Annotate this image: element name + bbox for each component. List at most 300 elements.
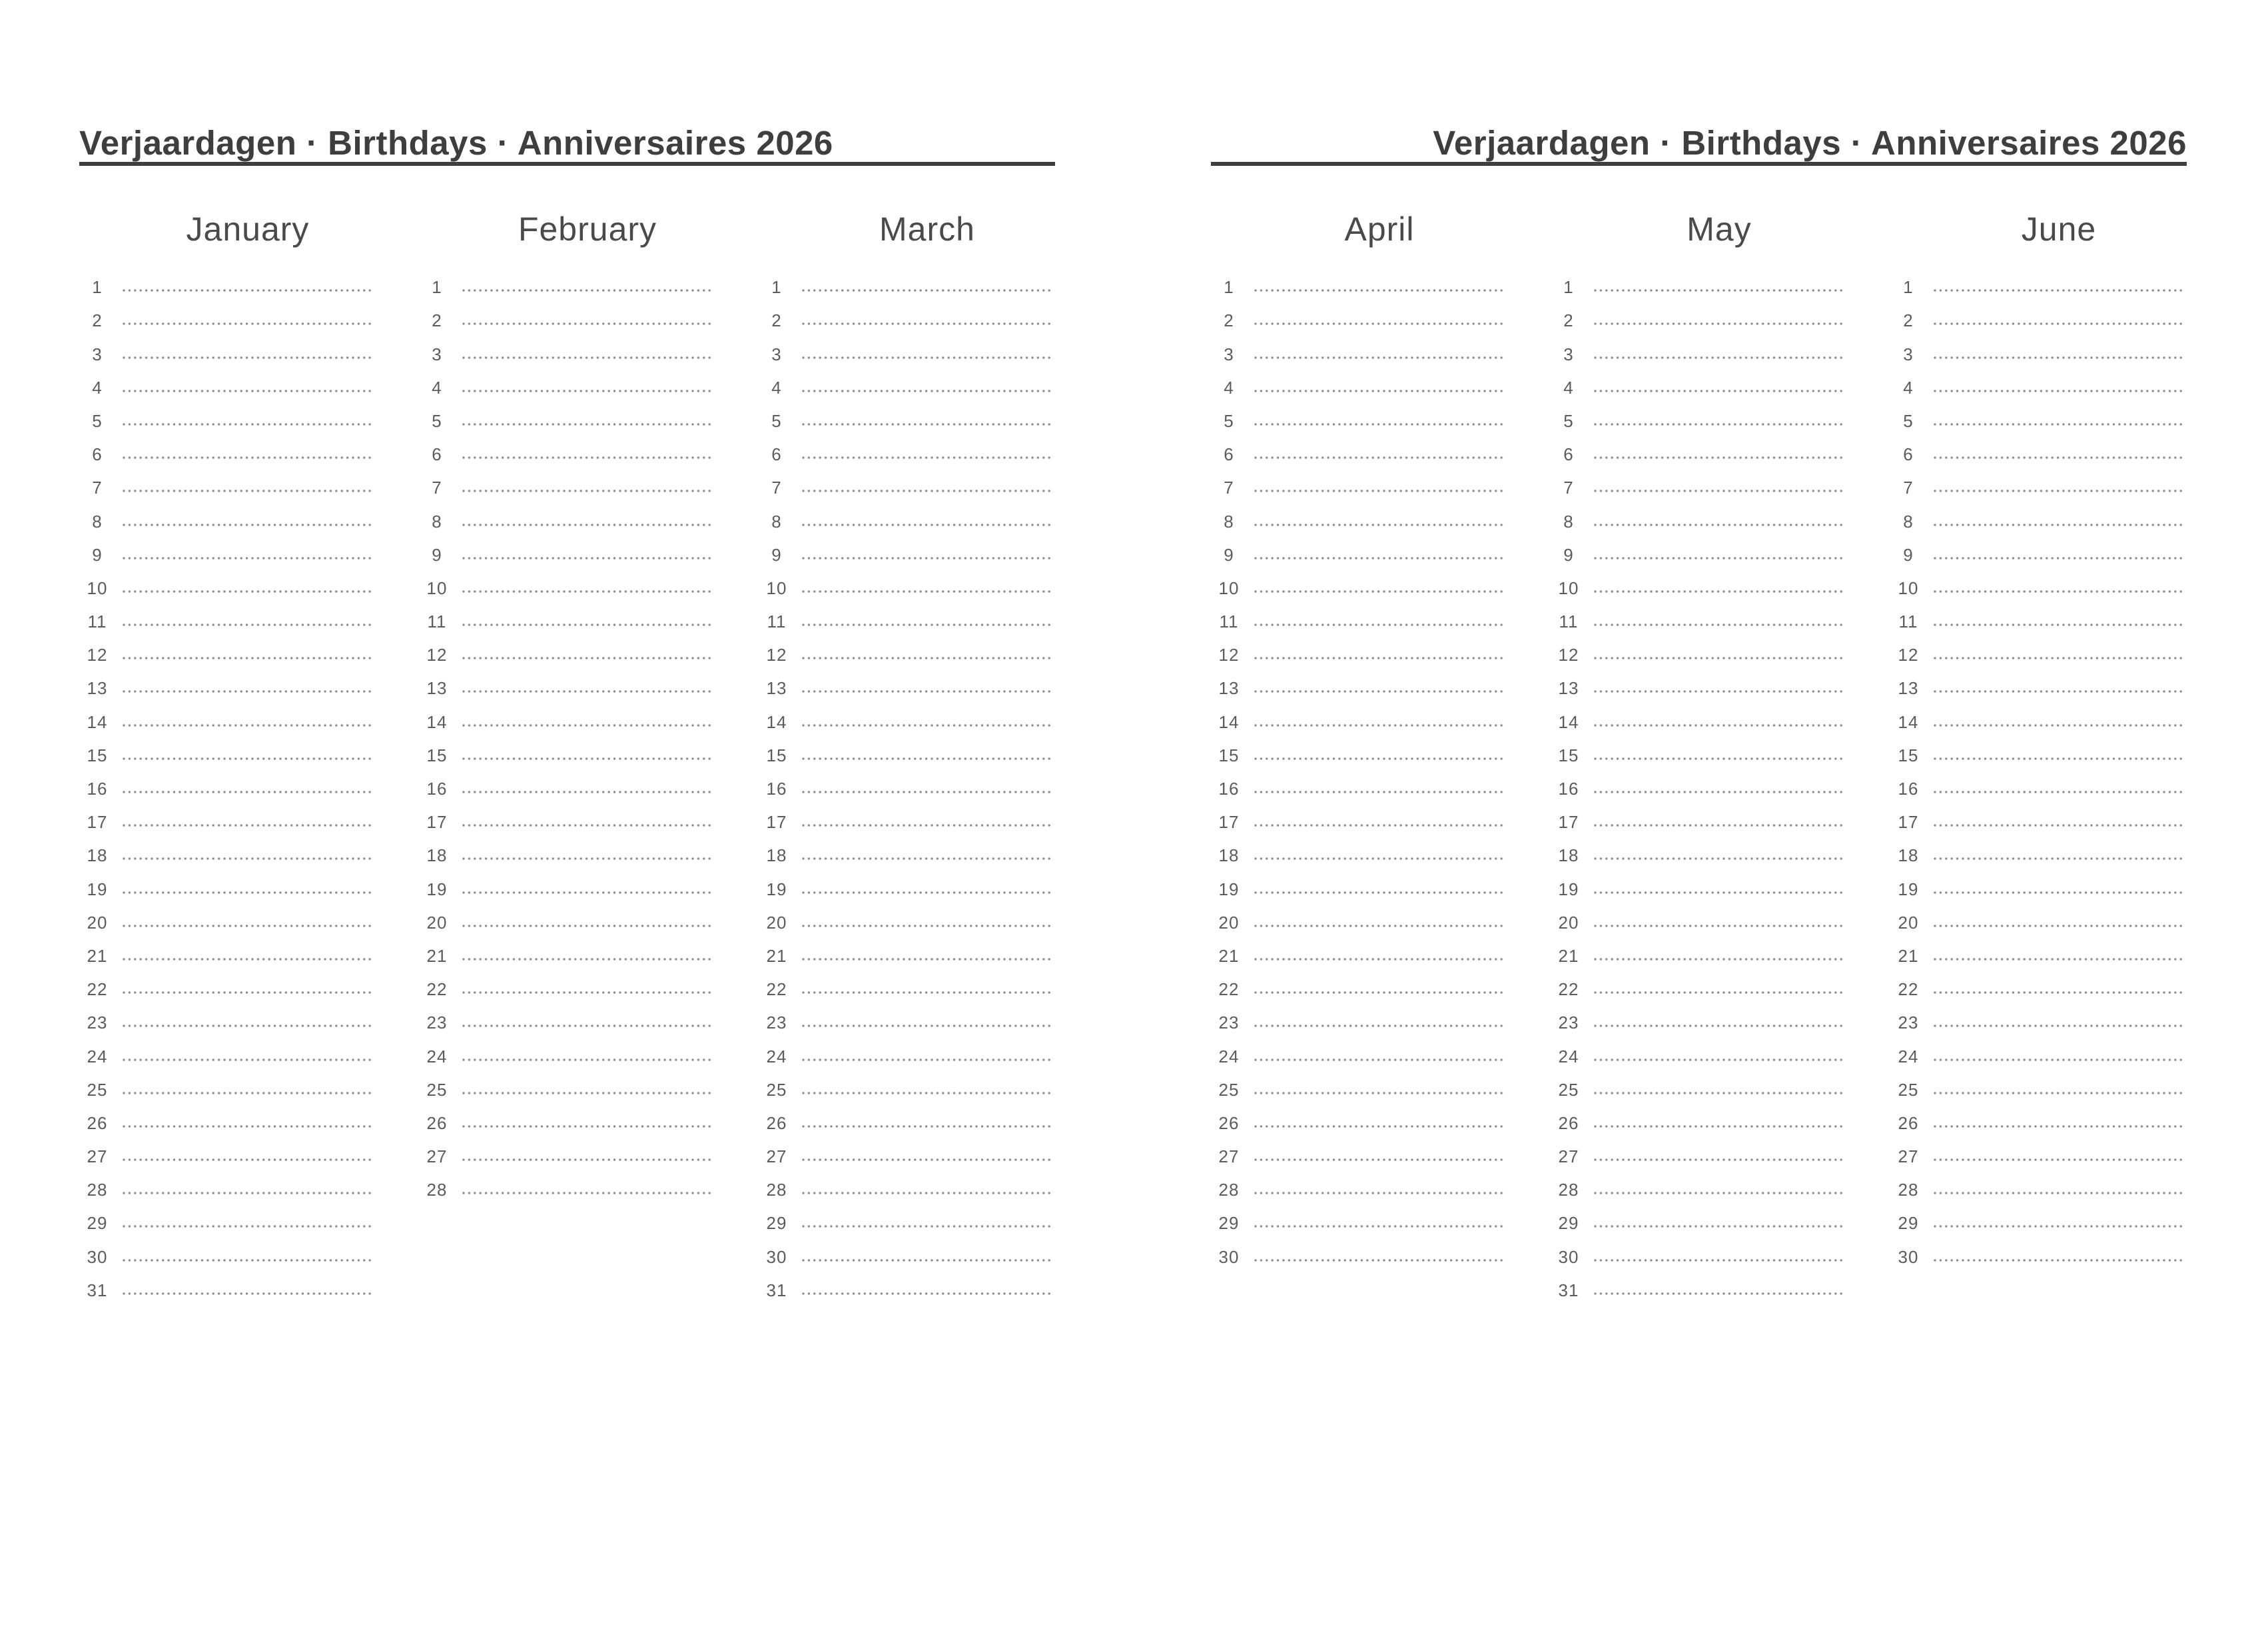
month-column — [1550, 210, 1844, 1300]
day-number: 14 — [1898, 711, 1919, 732]
day-row — [79, 634, 373, 667]
day-row — [758, 969, 1052, 1002]
day-row — [1550, 500, 1844, 534]
dotted-line — [1934, 1158, 2184, 1161]
dotted-line — [1934, 690, 2184, 693]
dotted-line — [1254, 724, 1505, 727]
day-number: 1 — [432, 277, 442, 298]
dotted-line — [1594, 1192, 1844, 1194]
day-row — [418, 701, 713, 734]
day-number: 13 — [766, 678, 787, 699]
day-row — [758, 835, 1052, 868]
dotted-line — [462, 322, 713, 325]
day-row — [1210, 266, 1505, 300]
day-row — [79, 601, 373, 634]
dotted-line — [802, 390, 1052, 392]
day-number: 24 — [766, 1046, 787, 1066]
day-row — [1210, 1035, 1505, 1068]
day-number: 23 — [1558, 1013, 1579, 1033]
day-row — [758, 868, 1052, 901]
dotted-line — [462, 791, 713, 793]
dotted-line — [1254, 456, 1505, 459]
day-row — [1890, 300, 2184, 333]
day-number: 16 — [1218, 779, 1240, 799]
day-number: 5 — [1563, 410, 1574, 431]
dotted-line — [1934, 623, 2184, 626]
day-number: 10 — [1898, 578, 1919, 598]
day-row — [1210, 367, 1505, 400]
day-number: 29 — [1218, 1213, 1240, 1234]
day-row — [758, 1236, 1052, 1269]
day-number: 8 — [1224, 511, 1234, 532]
day-row — [1210, 935, 1505, 969]
day-number: 19 — [766, 879, 787, 899]
dotted-line — [462, 1192, 713, 1194]
day-number: 9 — [1563, 544, 1574, 565]
day-number: 17 — [1218, 812, 1240, 833]
day-row — [1890, 1236, 2184, 1269]
day-number: 26 — [766, 1112, 787, 1133]
day-row — [79, 1002, 373, 1035]
dotted-line — [1254, 791, 1505, 793]
day-number: 25 — [766, 1079, 787, 1100]
month-column — [1210, 210, 1505, 1267]
day-number: 9 — [432, 544, 442, 565]
month-column — [79, 210, 373, 1300]
day-row — [1890, 969, 2184, 1002]
dotted-line — [1254, 1158, 1505, 1161]
day-row — [79, 333, 373, 366]
day-list — [758, 266, 1052, 1303]
day-row — [79, 1069, 373, 1102]
day-number: 16 — [1898, 779, 1919, 799]
day-number: 30 — [1558, 1246, 1579, 1267]
dotted-line — [802, 657, 1052, 659]
dotted-line — [123, 590, 373, 593]
day-row — [1210, 467, 1505, 500]
day-number: 19 — [87, 879, 108, 899]
day-number: 25 — [1898, 1079, 1919, 1100]
dotted-line — [1254, 356, 1505, 359]
day-row — [758, 434, 1052, 467]
day-number: 7 — [432, 478, 442, 498]
day-row — [758, 333, 1052, 366]
dotted-line — [123, 623, 373, 626]
day-number: 27 — [1898, 1146, 1919, 1167]
day-number: 24 — [1898, 1046, 1919, 1066]
day-row — [1890, 333, 2184, 366]
day-row — [758, 1069, 1052, 1102]
day-number: 8 — [92, 511, 103, 532]
dotted-line — [1934, 891, 2184, 894]
dotted-line — [1594, 991, 1844, 994]
day-number: 5 — [92, 410, 103, 431]
dotted-line — [1934, 991, 2184, 994]
dotted-line — [1254, 657, 1505, 659]
dotted-line — [1594, 857, 1844, 860]
day-number: 1 — [771, 277, 782, 298]
day-number: 2 — [1903, 310, 1914, 331]
day-row — [1890, 768, 2184, 801]
day-row — [79, 868, 373, 901]
dotted-line — [123, 322, 373, 325]
day-row — [79, 1236, 373, 1269]
dotted-line — [462, 623, 713, 626]
day-row — [1550, 1236, 1844, 1269]
dotted-line — [1934, 322, 2184, 325]
day-row — [1550, 1102, 1844, 1136]
dotted-line — [123, 857, 373, 860]
dotted-line — [462, 991, 713, 994]
day-number: 10 — [766, 578, 787, 598]
day-row — [1210, 969, 1505, 1002]
day-row — [1210, 768, 1505, 801]
day-number: 2 — [1224, 310, 1234, 331]
day-row — [79, 801, 373, 835]
day-number: 17 — [426, 812, 448, 833]
day-row — [1210, 634, 1505, 667]
day-row — [418, 902, 713, 935]
day-number: 23 — [1218, 1013, 1240, 1033]
day-row — [79, 1136, 373, 1169]
day-row — [418, 1169, 713, 1202]
dotted-line — [123, 456, 373, 459]
day-row — [1890, 1202, 2184, 1236]
dotted-line — [1254, 557, 1505, 560]
dotted-line — [1594, 322, 1844, 325]
day-row — [79, 768, 373, 801]
day-row — [758, 1035, 1052, 1068]
day-row — [1890, 868, 2184, 901]
dotted-line — [1594, 791, 1844, 793]
dotted-line — [802, 623, 1052, 626]
dotted-line — [1254, 1125, 1505, 1128]
dotted-line — [1934, 1225, 2184, 1228]
day-row — [758, 1202, 1052, 1236]
day-number: 6 — [92, 444, 103, 465]
day-row — [1890, 500, 2184, 534]
day-number: 21 — [1558, 945, 1579, 966]
day-number: 3 — [771, 344, 782, 364]
day-row — [1210, 1136, 1505, 1169]
dotted-line — [1254, 757, 1505, 760]
dotted-line — [802, 891, 1052, 894]
day-number: 30 — [1898, 1246, 1919, 1267]
dotted-line — [1594, 557, 1844, 560]
dotted-line — [1934, 557, 2184, 560]
day-row — [758, 1136, 1052, 1169]
day-number: 15 — [1218, 745, 1240, 765]
day-number: 31 — [87, 1280, 108, 1300]
dotted-line — [462, 757, 713, 760]
day-number: 17 — [1558, 812, 1579, 833]
dotted-line — [462, 690, 713, 693]
day-row — [418, 400, 713, 434]
day-row — [1550, 1136, 1844, 1169]
day-number: 1 — [1563, 277, 1574, 298]
dotted-line — [462, 590, 713, 593]
day-number: 28 — [87, 1180, 108, 1200]
dotted-line — [1594, 1125, 1844, 1128]
day-row — [1210, 1069, 1505, 1102]
dotted-line — [1934, 724, 2184, 727]
dotted-line — [1594, 925, 1844, 927]
day-row — [79, 935, 373, 969]
header-rule — [79, 162, 1055, 166]
month-title: June — [2021, 210, 2097, 248]
day-number: 11 — [1219, 612, 1239, 632]
day-number: 24 — [87, 1046, 108, 1066]
day-row — [1210, 1169, 1505, 1202]
dotted-line — [462, 390, 713, 392]
day-row — [1550, 1035, 1844, 1068]
day-number: 20 — [766, 912, 787, 933]
day-number: 30 — [1218, 1246, 1240, 1267]
day-row — [418, 935, 713, 969]
dotted-line — [1594, 891, 1844, 894]
day-row — [1210, 735, 1505, 768]
day-number: 19 — [1558, 879, 1579, 899]
day-number: 19 — [426, 879, 448, 899]
dotted-line — [1594, 623, 1844, 626]
day-number: 12 — [1558, 645, 1579, 665]
day-row — [418, 1069, 713, 1102]
day-number: 8 — [1563, 511, 1574, 532]
day-number: 20 — [1558, 912, 1579, 933]
day-row — [758, 1002, 1052, 1035]
day-number: 19 — [1218, 879, 1240, 899]
dotted-line — [1934, 456, 2184, 459]
day-row — [79, 568, 373, 601]
day-row — [1210, 1002, 1505, 1035]
day-number: 7 — [1903, 478, 1914, 498]
day-row — [1550, 969, 1844, 1002]
day-number: 16 — [766, 779, 787, 799]
dotted-line — [1594, 1025, 1844, 1027]
dotted-line — [123, 724, 373, 727]
month-title: April — [1344, 210, 1415, 248]
day-row — [79, 434, 373, 467]
day-row — [79, 266, 373, 300]
dotted-line — [462, 857, 713, 860]
day-row — [1550, 835, 1844, 868]
day-row — [1550, 1169, 1844, 1202]
day-row — [79, 534, 373, 568]
dotted-line — [462, 1025, 713, 1027]
day-row — [418, 568, 713, 601]
day-row — [1550, 266, 1844, 300]
day-row — [418, 735, 713, 768]
dotted-line — [1934, 824, 2184, 827]
day-row — [1210, 601, 1505, 634]
day-number: 8 — [771, 511, 782, 532]
dotted-line — [802, 757, 1052, 760]
dotted-line — [1594, 524, 1844, 526]
dotted-line — [1934, 1125, 2184, 1128]
day-row — [1550, 333, 1844, 366]
day-row — [1550, 768, 1844, 801]
day-row — [758, 266, 1052, 300]
day-row — [418, 601, 713, 634]
day-number: 22 — [1558, 979, 1579, 1000]
dotted-line — [1254, 991, 1505, 994]
day-row — [758, 400, 1052, 434]
day-row — [418, 768, 713, 801]
day-row — [1210, 568, 1505, 601]
day-number: 29 — [766, 1213, 787, 1234]
day-row — [1890, 701, 2184, 734]
day-number: 27 — [766, 1146, 787, 1167]
dotted-line — [1594, 390, 1844, 392]
dotted-line — [802, 1125, 1052, 1128]
dotted-line — [1934, 857, 2184, 860]
day-number: 14 — [426, 711, 448, 732]
day-number: 21 — [1898, 945, 1919, 966]
day-row — [418, 1035, 713, 1068]
day-row — [1550, 935, 1844, 969]
day-number: 16 — [1558, 779, 1579, 799]
month-title: January — [186, 210, 310, 248]
dotted-line — [462, 1125, 713, 1128]
dotted-line — [462, 925, 713, 927]
day-number: 9 — [92, 544, 103, 565]
day-number: 15 — [87, 745, 108, 765]
day-number: 13 — [426, 678, 448, 699]
day-row — [1890, 1102, 2184, 1136]
day-number: 19 — [1898, 879, 1919, 899]
month-column — [418, 210, 713, 1200]
dotted-line — [802, 322, 1052, 325]
day-row — [1210, 300, 1505, 333]
day-row — [418, 835, 713, 868]
dotted-line — [462, 1058, 713, 1061]
day-row — [758, 902, 1052, 935]
day-row — [1550, 534, 1844, 568]
day-row — [1210, 701, 1505, 734]
day-number: 28 — [766, 1180, 787, 1200]
dotted-line — [1254, 1058, 1505, 1061]
day-row — [1550, 601, 1844, 634]
day-number: 27 — [87, 1146, 108, 1167]
dotted-line — [802, 1225, 1052, 1228]
dotted-line — [123, 490, 373, 492]
day-row — [1550, 367, 1844, 400]
day-row — [418, 801, 713, 835]
dotted-line — [802, 590, 1052, 593]
day-row — [758, 568, 1052, 601]
dotted-line — [802, 824, 1052, 827]
day-row — [1210, 868, 1505, 901]
dotted-line — [462, 724, 713, 727]
dotted-line — [123, 390, 373, 392]
day-row — [79, 1102, 373, 1136]
dotted-line — [462, 824, 713, 827]
dotted-line — [123, 991, 373, 994]
day-number: 9 — [1903, 544, 1914, 565]
dotted-line — [802, 356, 1052, 359]
day-number: 12 — [426, 645, 448, 665]
day-number: 2 — [771, 310, 782, 331]
day-row — [1550, 701, 1844, 734]
dotted-line — [123, 557, 373, 560]
day-number: 12 — [87, 645, 108, 665]
dotted-line — [1594, 356, 1844, 359]
dotted-line — [802, 1158, 1052, 1161]
day-number: 14 — [1218, 711, 1240, 732]
dotted-line — [123, 524, 373, 526]
left-page — [79, 0, 1055, 1652]
dotted-line — [1254, 1225, 1505, 1228]
day-row — [1890, 835, 2184, 868]
dotted-line — [1254, 1092, 1505, 1094]
dotted-line — [1934, 791, 2184, 793]
day-row — [1890, 1035, 2184, 1068]
day-number: 3 — [1563, 344, 1574, 364]
header-rule — [1211, 162, 2187, 166]
day-number: 4 — [1563, 377, 1574, 398]
dotted-line — [1254, 891, 1505, 894]
dotted-line — [1254, 390, 1505, 392]
day-number: 26 — [1898, 1112, 1919, 1133]
day-number: 25 — [1218, 1079, 1240, 1100]
month-title: May — [1687, 210, 1752, 248]
day-number: 9 — [771, 544, 782, 565]
day-number: 24 — [1218, 1046, 1240, 1066]
dotted-line — [123, 1225, 373, 1228]
day-row — [1210, 667, 1505, 701]
day-row — [418, 300, 713, 333]
day-number: 21 — [426, 945, 448, 966]
day-row — [79, 701, 373, 734]
dotted-line — [1254, 289, 1505, 292]
dotted-line — [1594, 757, 1844, 760]
dotted-line — [462, 557, 713, 560]
dotted-line — [802, 1058, 1052, 1061]
day-row — [1890, 801, 2184, 835]
day-number: 20 — [1218, 912, 1240, 933]
day-number: 26 — [1558, 1112, 1579, 1133]
dotted-line — [1594, 1225, 1844, 1228]
day-number: 26 — [1218, 1112, 1240, 1133]
day-number: 24 — [426, 1046, 448, 1066]
day-number: 21 — [766, 945, 787, 966]
day-number: 3 — [1903, 344, 1914, 364]
day-row — [418, 1102, 713, 1136]
dotted-line — [802, 1259, 1052, 1262]
day-number: 17 — [87, 812, 108, 833]
dotted-line — [123, 791, 373, 793]
day-number: 31 — [766, 1280, 787, 1300]
day-number: 28 — [1558, 1180, 1579, 1200]
day-row — [1550, 1069, 1844, 1102]
day-list — [418, 266, 713, 1202]
month-column — [758, 210, 1052, 1300]
dotted-line — [462, 289, 713, 292]
dotted-line — [1254, 824, 1505, 827]
day-row — [1210, 902, 1505, 935]
dotted-line — [1594, 657, 1844, 659]
dotted-line — [1934, 490, 2184, 492]
dotted-line — [462, 456, 713, 459]
day-row — [1890, 735, 2184, 768]
dotted-line — [462, 490, 713, 492]
dotted-line — [1254, 490, 1505, 492]
day-row — [758, 735, 1052, 768]
dotted-line — [802, 690, 1052, 693]
day-number: 14 — [87, 711, 108, 732]
dotted-line — [1594, 1092, 1844, 1094]
dotted-line — [802, 1025, 1052, 1027]
